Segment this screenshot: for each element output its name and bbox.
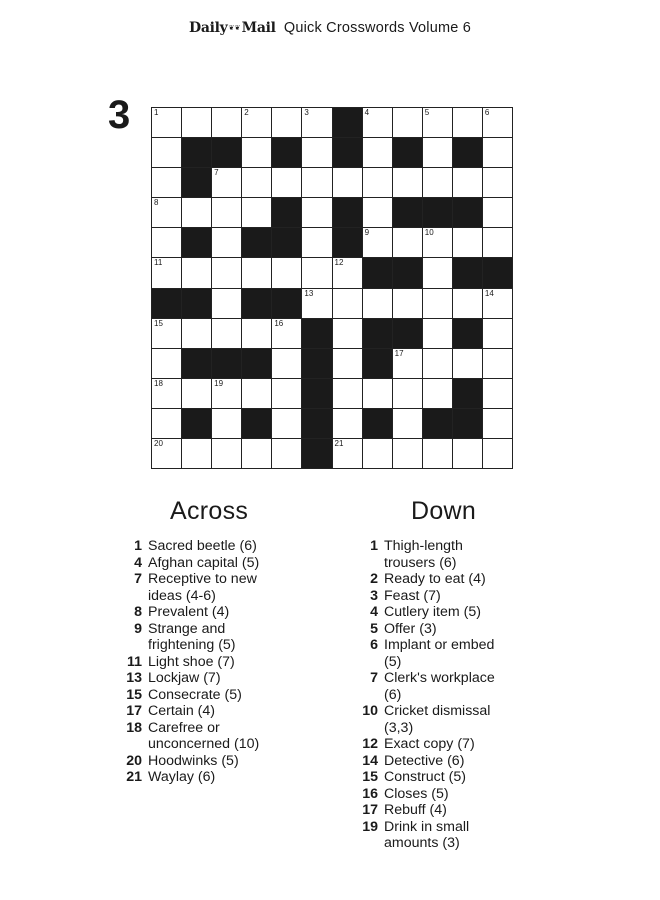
grid-cell[interactable] — [393, 168, 422, 197]
grid-cell[interactable] — [242, 258, 271, 287]
across-clue — [118, 687, 288, 704]
grid-block-cell — [453, 319, 482, 348]
down-clue — [354, 604, 504, 621]
clue-number: 6 — [370, 637, 378, 653]
grid-cell[interactable] — [333, 349, 362, 378]
grid-cell[interactable] — [152, 138, 181, 167]
grid-cell[interactable] — [483, 108, 512, 137]
across-clue — [118, 720, 288, 753]
grid-cell[interactable] — [483, 138, 512, 167]
grid-block-cell — [302, 379, 331, 408]
clue-text: Hoodwinks (5) — [148, 752, 239, 769]
grid-block-cell — [483, 258, 512, 287]
cell-number: 7 — [214, 168, 219, 178]
grid-block-cell — [423, 198, 452, 227]
grid-cell[interactable] — [272, 349, 301, 378]
grid-cell[interactable] — [483, 379, 512, 408]
grid-cell[interactable] — [453, 349, 482, 378]
grid-cell[interactable] — [393, 228, 422, 257]
cell-number: 20 — [154, 438, 163, 448]
grid-cell[interactable] — [423, 379, 452, 408]
grid-cell[interactable] — [423, 108, 452, 137]
grid-block-cell — [333, 108, 362, 137]
grid-cell[interactable] — [212, 439, 241, 468]
grid-cell[interactable] — [182, 439, 211, 468]
clue-number: 17 — [362, 802, 378, 818]
grid-cell[interactable] — [453, 439, 482, 468]
grid-block-cell — [182, 409, 211, 438]
grid-cell[interactable] — [272, 168, 301, 197]
clue-text: Consecrate (5) — [148, 686, 242, 703]
grid-cell[interactable] — [272, 319, 301, 348]
across-clue — [118, 604, 288, 621]
grid-cell[interactable] — [423, 319, 452, 348]
grid-cell[interactable] — [152, 349, 181, 378]
cell-number: 3 — [304, 108, 309, 117]
clue-text: Waylay (6) — [148, 769, 216, 785]
down-clue — [354, 571, 504, 588]
grid-cell[interactable] — [483, 439, 512, 468]
clue-text: Implant or embed (5) — [384, 637, 495, 670]
cell-number: 14 — [484, 288, 494, 298]
grid-cell[interactable] — [363, 289, 392, 318]
grid-block-cell — [272, 138, 301, 167]
grid-cell[interactable] — [212, 379, 241, 408]
grid-block-cell — [302, 409, 331, 438]
clue-text: Thigh-length trousers (6) — [384, 538, 463, 571]
cell-number: 13 — [304, 288, 314, 298]
grid-block-cell — [242, 409, 271, 438]
grid-cell[interactable] — [333, 319, 362, 348]
grid-block-cell — [242, 228, 271, 257]
clue-number: 15 — [362, 769, 378, 785]
grid-cell[interactable] — [272, 108, 301, 137]
grid-cell[interactable] — [363, 108, 392, 137]
grid-block-cell — [393, 198, 422, 227]
clue-text: Offer (3) — [384, 620, 437, 637]
across-clue — [118, 621, 288, 654]
down-clue — [354, 538, 504, 571]
cell-number: 17 — [394, 348, 404, 358]
grid-block-cell — [212, 138, 241, 167]
grid-block-cell — [182, 138, 211, 167]
grid-block-cell — [302, 439, 331, 468]
grid-cell[interactable] — [483, 349, 512, 378]
grid-block-cell — [393, 319, 422, 348]
grid-cell[interactable] — [242, 439, 271, 468]
clue-number: 1 — [370, 538, 378, 554]
grid-cell[interactable] — [242, 108, 271, 137]
book-title: Quick Crosswords Volume 6 — [283, 20, 471, 36]
grid-cell[interactable] — [483, 198, 512, 227]
grid-cell[interactable] — [212, 198, 241, 227]
grid-cell[interactable] — [453, 168, 482, 197]
clue-text: Sacred beetle (6) — [148, 538, 257, 554]
cell-number: 10 — [424, 228, 434, 238]
grid-cell[interactable] — [182, 319, 211, 348]
grid-cell[interactable] — [363, 198, 392, 227]
grid-cell[interactable] — [302, 258, 331, 287]
clue-text: Drink in small amounts (3) — [384, 818, 470, 851]
grid-cell[interactable] — [453, 108, 482, 137]
grid-block-cell — [272, 198, 301, 227]
grid-cell[interactable] — [483, 409, 512, 438]
grid-block-cell — [453, 379, 482, 408]
grid-cell[interactable] — [242, 168, 271, 197]
grid-block-cell — [212, 349, 241, 378]
brand-daily: Daily — [189, 20, 228, 36]
grid-block-cell — [272, 228, 301, 257]
clue-text: Receptive to new ideas (4-6) — [148, 571, 257, 604]
grid-cell[interactable] — [302, 168, 331, 197]
across-clue — [118, 555, 288, 572]
down-clue — [354, 621, 504, 638]
down-clue — [354, 802, 504, 819]
clue-number: 2 — [370, 571, 378, 587]
clue-text: Feast (7) — [384, 587, 441, 604]
clue-number: 18 — [126, 719, 142, 736]
grid-cell[interactable] — [423, 138, 452, 167]
grid-cell[interactable] — [152, 379, 181, 408]
grid-cell[interactable] — [363, 439, 392, 468]
cell-number: 2 — [244, 108, 249, 117]
grid-cell[interactable] — [363, 228, 392, 257]
down-clue-list — [354, 538, 504, 852]
grid-block-cell — [333, 198, 362, 227]
grid-cell[interactable] — [182, 198, 211, 227]
clue-number: 4 — [370, 604, 378, 620]
down-clue — [354, 769, 504, 786]
cell-number: 8 — [154, 198, 159, 208]
grid-cell[interactable] — [212, 319, 241, 348]
clue-number: 5 — [370, 620, 378, 637]
clue-number: 15 — [126, 686, 142, 703]
clue-number: 21 — [126, 769, 142, 785]
grid-cell[interactable] — [302, 138, 331, 167]
grid-block-cell — [363, 319, 392, 348]
cell-number: 21 — [334, 438, 344, 448]
grid-block-cell — [242, 349, 271, 378]
grid-cell[interactable] — [182, 379, 211, 408]
grid-cell[interactable] — [333, 379, 362, 408]
clue-number: 16 — [362, 785, 378, 802]
grid-cell[interactable] — [363, 379, 392, 408]
clue-text: Closes (5) — [384, 785, 449, 802]
grid-cell[interactable] — [242, 138, 271, 167]
clue-number: 20 — [126, 752, 142, 769]
across-heading: Across — [170, 497, 249, 525]
clue-number: 7 — [370, 670, 378, 686]
grid-cell[interactable] — [302, 198, 331, 227]
clue-number: 19 — [362, 818, 378, 835]
clue-text: Exact copy (7) — [384, 736, 475, 752]
grid-block-cell — [302, 349, 331, 378]
down-clue — [354, 703, 504, 736]
clue-text: Strange and frightening (5) — [148, 620, 236, 653]
grid-cell[interactable] — [182, 108, 211, 137]
grid-cell[interactable] — [363, 168, 392, 197]
cell-number: 4 — [364, 108, 370, 117]
cell-number: 11 — [154, 258, 163, 268]
grid-block-cell — [182, 168, 211, 197]
grid-cell[interactable] — [423, 349, 452, 378]
grid-cell[interactable] — [333, 168, 362, 197]
clue-number: 11 — [127, 653, 142, 670]
clue-text: Rebuff (4) — [384, 802, 447, 818]
cell-number: 19 — [214, 378, 224, 388]
down-heading: Down — [411, 497, 477, 525]
across-clue — [118, 769, 288, 786]
clue-text: Cricket dismissal (3,3) — [384, 703, 491, 736]
down-clue — [354, 753, 504, 770]
cell-number: 1 — [154, 108, 159, 117]
grid-cell[interactable] — [212, 289, 241, 318]
down-clue — [354, 588, 504, 605]
grid-cell[interactable] — [483, 228, 512, 257]
clue-number: 7 — [134, 571, 142, 587]
grid-block-cell — [393, 258, 422, 287]
grid-block-cell — [182, 349, 211, 378]
grid-block-cell — [272, 289, 301, 318]
clue-number: 9 — [134, 620, 142, 637]
grid-cell[interactable] — [242, 319, 271, 348]
grid-cell[interactable] — [272, 258, 301, 287]
grid-cell[interactable] — [302, 228, 331, 257]
clue-number: 10 — [362, 703, 378, 719]
grid-cell[interactable] — [423, 258, 452, 287]
grid-cell[interactable] — [483, 319, 512, 348]
grid-block-cell — [423, 409, 452, 438]
clue-text: Detective (6) — [384, 752, 465, 769]
grid-block-cell — [453, 138, 482, 167]
grid-block-cell — [393, 138, 422, 167]
down-clue — [354, 670, 504, 703]
clue-text: Ready to eat (4) — [384, 571, 486, 587]
crossword-grid — [151, 107, 513, 469]
down-clue — [354, 786, 504, 803]
across-clue — [118, 703, 288, 720]
clue-text: Certain (4) — [148, 703, 216, 719]
grid-cell[interactable] — [212, 168, 241, 197]
across-clue — [118, 670, 288, 687]
grid-cell[interactable] — [333, 289, 362, 318]
clue-text: Lockjaw (7) — [148, 670, 221, 686]
grid-block-cell — [302, 319, 331, 348]
clue-text: Clerk's workplace (6) — [384, 670, 495, 703]
clue-text: Light shoe (7) — [148, 653, 235, 670]
grid-cell[interactable] — [212, 409, 241, 438]
grid-cell[interactable] — [152, 409, 181, 438]
across-clue — [118, 753, 288, 770]
grid-cell[interactable] — [242, 198, 271, 227]
down-clue — [354, 819, 504, 852]
grid-cell[interactable] — [182, 258, 211, 287]
grid-block-cell — [182, 228, 211, 257]
clue-number: 8 — [134, 604, 142, 620]
grid-cell[interactable] — [272, 409, 301, 438]
brand-mail: Mail — [241, 20, 276, 36]
grid-block-cell — [152, 289, 181, 318]
grid-cell[interactable] — [363, 138, 392, 167]
cell-number: 18 — [154, 378, 163, 388]
grid-cell[interactable] — [212, 258, 241, 287]
grid-block-cell — [453, 198, 482, 227]
clue-text: Prevalent (4) — [148, 604, 230, 620]
grid-cell[interactable] — [302, 108, 331, 137]
cell-number: 12 — [334, 258, 344, 268]
grid-cell[interactable] — [152, 198, 181, 227]
grid-cell[interactable] — [152, 228, 181, 257]
clue-text: Afghan capital (5) — [148, 554, 260, 571]
clue-text: Construct (5) — [384, 769, 466, 785]
grid-cell[interactable] — [152, 108, 181, 137]
puzzle-number: 3 — [108, 93, 131, 137]
clue-number: 1 — [134, 538, 142, 554]
clue-number: 12 — [362, 736, 378, 752]
grid-block-cell — [363, 349, 392, 378]
clue-number: 14 — [362, 752, 378, 769]
grid-block-cell — [453, 409, 482, 438]
grid-block-cell — [333, 138, 362, 167]
grid-block-cell — [182, 289, 211, 318]
clue-number: 17 — [126, 703, 142, 719]
grid-cell[interactable] — [212, 108, 241, 137]
grid-cell[interactable] — [212, 228, 241, 257]
grid-cell[interactable] — [393, 289, 422, 318]
clue-text: Cutlery item (5) — [384, 604, 481, 620]
grid-cell[interactable] — [152, 258, 181, 287]
brand-crest-icon: ❦❦ — [228, 24, 241, 32]
grid-cell[interactable] — [393, 409, 422, 438]
grid-cell[interactable] — [393, 379, 422, 408]
clue-number: 3 — [370, 587, 378, 604]
down-clue — [354, 637, 504, 670]
page-header — [0, 20, 660, 36]
cell-number: 6 — [484, 108, 490, 117]
cell-number: 15 — [154, 318, 163, 328]
grid-cell[interactable] — [242, 379, 271, 408]
grid-cell[interactable] — [302, 289, 331, 318]
cell-number: 5 — [424, 108, 430, 117]
across-clue — [118, 538, 288, 555]
grid-cell[interactable] — [423, 289, 452, 318]
grid-block-cell — [242, 289, 271, 318]
grid-cell[interactable] — [393, 108, 422, 137]
grid-block-cell — [363, 409, 392, 438]
grid-cell[interactable] — [333, 258, 362, 287]
grid-block-cell — [363, 258, 392, 287]
clue-number: 13 — [126, 670, 142, 686]
grid-cell[interactable] — [333, 409, 362, 438]
clue-text: Carefree or unconcerned (10) — [148, 719, 260, 752]
grid-cell[interactable] — [423, 168, 452, 197]
grid-cell[interactable] — [483, 289, 512, 318]
across-clue — [118, 571, 288, 604]
grid-cell[interactable] — [152, 319, 181, 348]
cell-number: 16 — [274, 318, 284, 328]
grid-cell[interactable] — [483, 168, 512, 197]
across-clue — [118, 654, 288, 671]
clue-number: 4 — [134, 554, 142, 571]
grid-cell[interactable] — [423, 439, 452, 468]
grid-block-cell — [333, 228, 362, 257]
grid-cell[interactable] — [453, 228, 482, 257]
grid-cell[interactable] — [333, 439, 362, 468]
cell-number: 9 — [364, 228, 370, 238]
grid-cell[interactable] — [272, 379, 301, 408]
grid-cell[interactable] — [272, 439, 301, 468]
across-clue-list — [118, 538, 288, 786]
grid-block-cell — [453, 258, 482, 287]
grid-cell[interactable] — [453, 289, 482, 318]
grid-cell[interactable] — [423, 228, 452, 257]
grid-cell[interactable] — [393, 349, 422, 378]
grid-cell[interactable] — [152, 439, 181, 468]
grid-cell[interactable] — [393, 439, 422, 468]
down-clue — [354, 736, 504, 753]
grid-cell[interactable] — [152, 168, 181, 197]
